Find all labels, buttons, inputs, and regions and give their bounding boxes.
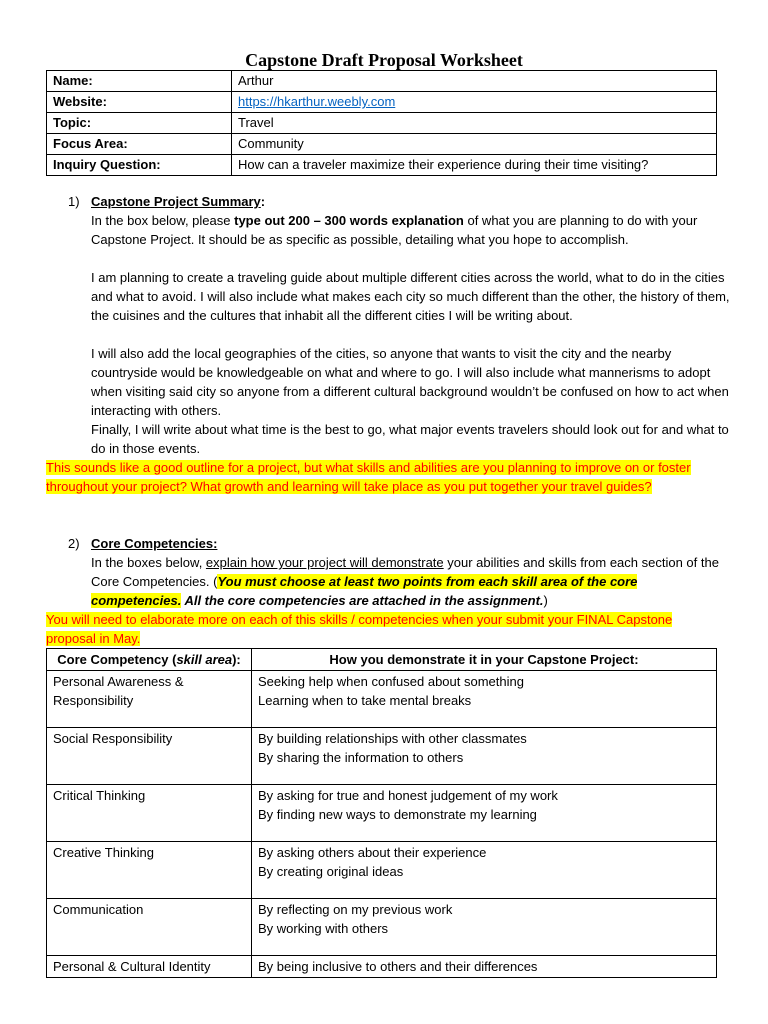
table-row — [47, 728, 717, 785]
demo-line: By reflecting on my previous work — [258, 902, 453, 917]
summary-paragraph-1: I am planning to create a traveling guide about multiple different cities across the world, what to do in the cities and what to avoid. I will also include what makes each city so much different than the other, the history of them, the cuisines and the cultures that inhabit all the different cities I will be writing about. — [91, 270, 730, 323]
instr-highlight: You must choose at least two points from each skill area of the core competencies. — [91, 574, 638, 608]
demo-line: Seeking help when confused about something — [258, 674, 524, 689]
table-row — [47, 92, 717, 113]
demo-line: Learning when to take mental breaks — [258, 693, 472, 708]
website-cell — [232, 92, 717, 113]
table-row — [47, 842, 717, 899]
topic-label: Topic: — [47, 113, 232, 134]
teacher-feedback-1 — [46, 458, 718, 496]
topic-value: Travel — [232, 113, 717, 134]
header-text: ): — [232, 652, 241, 667]
instr-bold: type out 200 – 300 words explanation — [234, 213, 464, 228]
instr-text: In the boxes below, — [91, 555, 206, 570]
instr-text: In the box below, please — [91, 213, 235, 228]
competency-demo — [252, 956, 717, 978]
demo-line: By creating original ideas — [258, 864, 404, 879]
core-heading-text: Core Competencies: — [91, 536, 218, 551]
competency-area: Critical Thinking — [47, 785, 252, 842]
competency-area: Creative Thinking — [47, 842, 252, 899]
competency-area: Communication — [47, 899, 252, 956]
section-number: 1) — [68, 194, 80, 209]
competency-demo — [252, 671, 717, 728]
table-row — [47, 113, 717, 134]
competency-demo — [252, 899, 717, 956]
demo-line: By asking for true and honest judgement of my work — [258, 788, 558, 803]
summary-paragraph-2: I will also add the local geographies of the cities, so anyone that wants to visit the city and the nearby countryside would be knowledgeable on what and where to go. I will also include what mannerisms to adopt when visiting said city so anyone from a different cultural background wouldn’t be confused on how to act when interacting with others. — [91, 346, 729, 418]
competency-demo — [252, 728, 717, 785]
instr-text: ) — [543, 593, 548, 608]
focus-area-label: Focus Area: — [47, 134, 232, 155]
demo-line: By being inclusive to others and their differences — [258, 959, 538, 974]
demo-line: By sharing the information to others — [258, 750, 464, 765]
info-table — [46, 70, 717, 176]
core-heading — [91, 534, 731, 553]
instr-text: of what you are planning to do with your Capstone Project. It should be as specific as possible, detailing what you hope to accomplish. — [91, 213, 698, 247]
demo-line: By working with others — [258, 921, 389, 936]
demo-line: By asking others about their experience — [258, 845, 487, 860]
page-title: Capstone Draft Proposal Worksheet — [245, 50, 523, 70]
summary-heading-text: Capstone Project Summary — [91, 194, 261, 209]
competency-area: Social Responsibility — [47, 728, 252, 785]
competency-area: Personal & Cultural Identity — [47, 956, 252, 978]
inquiry-question-label: Inquiry Question: — [47, 155, 232, 176]
summary-heading-colon: : — [260, 194, 266, 209]
inquiry-question-value: How can a traveler maximize their experience during their time visiting? — [232, 155, 717, 176]
demo-line: By building relationships with other classmates — [258, 731, 527, 746]
core-instructions — [91, 553, 721, 610]
demonstration-header: How you demonstrate it in your Capstone Project: — [252, 649, 717, 671]
table-row — [47, 134, 717, 155]
summary-instructions — [91, 211, 731, 249]
instr-bold-italic: All the core competencies are attached in the assignment. — [181, 593, 544, 608]
summary-heading — [91, 192, 731, 211]
table-row — [47, 71, 717, 92]
name-value: Arthur — [232, 71, 717, 92]
table-row — [47, 899, 717, 956]
demo-line: By finding new ways to demonstrate my learning — [258, 807, 537, 822]
instr-underlined: explain how your project will demonstrate — [205, 555, 444, 570]
teacher-feedback-2 — [46, 610, 718, 648]
competency-area: Personal Awareness & Responsibility — [47, 671, 252, 728]
feedback-text: You will need to elaborate more on each of this skills / competencies when your submit your FINAL Capstone proposal in May. — [46, 612, 673, 646]
website-link[interactable]: https://hkarthur.weebly.com — [238, 94, 396, 109]
table-row — [47, 671, 717, 728]
summary-paragraph-3: Finally, I will write about what time is the best to go, what major events travelers should look out for and what to do in those events. — [91, 422, 729, 456]
competency-demo — [252, 842, 717, 899]
table-row — [47, 785, 717, 842]
table-row — [47, 956, 717, 978]
name-label: Name: — [47, 71, 232, 92]
section-number: 2) — [68, 536, 80, 551]
instr-text: your abilities and skills from each section of the Core Competencies. ( — [91, 555, 719, 589]
table-row — [47, 155, 717, 176]
header-text: Core Competency ( — [57, 652, 177, 667]
website-label: Website: — [47, 92, 232, 113]
competency-header — [47, 649, 252, 671]
table-header-row — [47, 649, 717, 671]
competency-demo — [252, 785, 717, 842]
focus-area-value: Community — [232, 134, 717, 155]
header-italic: skill area — [176, 652, 233, 667]
feedback-text: This sounds like a good outline for a project, but what skills and abilities are you planning to improve on or foster throughout your project? What growth and learning will take place as you put together your travel guides? — [46, 460, 691, 494]
core-competency-table — [46, 648, 717, 978]
